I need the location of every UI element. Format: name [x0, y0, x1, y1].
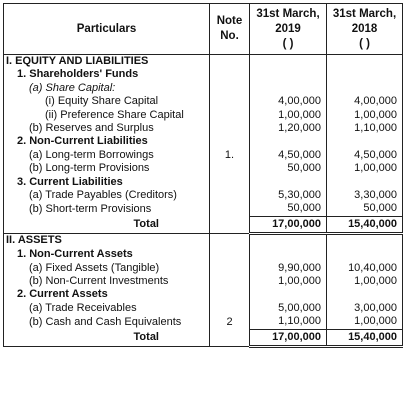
row-value-2019 — [250, 233, 327, 248]
total-row — [4, 329, 403, 346]
table-row — [4, 262, 403, 275]
row-label: 2. Current Assets — [4, 288, 210, 301]
row-value-2018: 1,00,000 — [327, 162, 403, 175]
table-row — [4, 82, 403, 95]
row-value-2018 — [327, 68, 403, 81]
row-value-2019 — [250, 68, 327, 81]
row-value-2018: 1,00,000 — [327, 275, 403, 288]
row-label: 1. Shareholders' Funds — [4, 68, 210, 81]
table-row — [4, 288, 403, 301]
row-label: (a) Fixed Assets (Tangible) — [4, 262, 210, 275]
table-row — [4, 55, 403, 69]
unit-2019: ( ) — [282, 37, 294, 50]
row-note: 2 — [210, 315, 250, 329]
unit-2018: ( ) — [359, 37, 370, 50]
row-note — [210, 68, 250, 81]
row-label: (a) Trade Receivables — [4, 302, 210, 315]
row-value-2019: 50,000 — [250, 202, 327, 216]
row-value-2018 — [327, 288, 403, 301]
row-value-2019 — [250, 55, 327, 69]
row-label: (i) Equity Share Capital — [4, 95, 210, 108]
row-note — [210, 162, 250, 175]
total-row — [4, 216, 403, 233]
row-note — [210, 135, 250, 148]
row-value-2019 — [250, 248, 327, 261]
row-note — [210, 248, 250, 261]
row-value-2018 — [327, 135, 403, 148]
table-row — [4, 176, 403, 189]
table-row — [4, 233, 403, 248]
row-value-2019 — [250, 288, 327, 301]
row-label: 3. Current Liabilities — [4, 176, 210, 189]
row-note — [210, 176, 250, 189]
row-note — [210, 55, 250, 69]
row-note — [210, 233, 250, 248]
row-value-2019: 9,90,000 — [250, 262, 327, 275]
row-label: (b) Non-Current Investments — [4, 275, 210, 288]
row-label: 2. Non-Current Liabilities — [4, 135, 210, 148]
row-value-2019: 4,50,000 — [250, 149, 327, 162]
row-value-2018 — [327, 176, 403, 189]
row-value-2019 — [250, 82, 327, 95]
table-row — [4, 109, 403, 122]
row-label: I. EQUITY AND LIABILITIES — [4, 55, 210, 69]
row-value-2018: 3,00,000 — [327, 302, 403, 315]
table-row — [4, 189, 403, 202]
row-value-2018: 10,40,000 — [327, 262, 403, 275]
table-row — [4, 202, 403, 216]
row-note — [210, 189, 250, 202]
row-value-2019: 5,00,000 — [250, 302, 327, 315]
row-value-2019 — [250, 135, 327, 148]
row-label: II. ASSETS — [4, 233, 210, 248]
header-row — [4, 4, 403, 55]
row-note: 1. — [210, 149, 250, 162]
table-row — [4, 302, 403, 315]
row-label: (b) Reserves and Surplus — [4, 122, 210, 135]
year-2018-header: 31st March, 2018 ( ) — [327, 4, 403, 55]
row-value-2018 — [327, 55, 403, 69]
row-note — [210, 109, 250, 122]
table-row — [4, 68, 403, 81]
row-value-2018 — [327, 248, 403, 261]
row-value-2018: 4,00,000 — [327, 95, 403, 108]
row-value-2018 — [327, 233, 403, 248]
table-row — [4, 122, 403, 135]
row-label: (a) Share Capital: — [4, 82, 210, 95]
row-value-2019: 50,000 — [250, 162, 327, 175]
row-note — [210, 288, 250, 301]
row-note — [210, 82, 250, 95]
total-value-2019: 17,00,000 — [250, 329, 327, 346]
row-note — [210, 329, 250, 346]
row-value-2019: 5,30,000 — [250, 189, 327, 202]
note-header: Note No. — [210, 4, 250, 55]
row-note — [210, 122, 250, 135]
row-label: (a) Trade Payables (Creditors) — [4, 189, 210, 202]
row-value-2019: 1,00,000 — [250, 275, 327, 288]
row-note — [210, 275, 250, 288]
total-label: Total — [4, 329, 210, 346]
row-value-2019 — [250, 176, 327, 189]
row-value-2019: 1,10,000 — [250, 315, 327, 329]
row-label: (a) Long-term Borrowings — [4, 149, 210, 162]
row-value-2018: 1,00,000 — [327, 109, 403, 122]
table-row — [4, 95, 403, 108]
row-note — [210, 202, 250, 216]
row-note — [210, 95, 250, 108]
row-label: (b) Short-term Provisions — [4, 202, 210, 216]
table-row — [4, 149, 403, 162]
row-value-2019: 1,00,000 — [250, 109, 327, 122]
row-note — [210, 216, 250, 233]
total-value-2018: 15,40,000 — [327, 329, 403, 346]
row-label: 1. Non-Current Assets — [4, 248, 210, 261]
table-row — [4, 162, 403, 175]
table-row — [4, 248, 403, 261]
row-note — [210, 302, 250, 315]
row-note — [210, 262, 250, 275]
row-value-2018: 1,00,000 — [327, 315, 403, 329]
row-value-2018: 50,000 — [327, 202, 403, 216]
total-value-2019: 17,00,000 — [250, 216, 327, 233]
total-label: Total — [4, 216, 210, 233]
row-value-2018: 4,50,000 — [327, 149, 403, 162]
row-label: (b) Long-term Provisions — [4, 162, 210, 175]
total-value-2018: 15,40,000 — [327, 216, 403, 233]
year-2019-header: 31st March, 2019 ( ) — [250, 4, 327, 55]
row-label: (ii) Preference Share Capital — [4, 109, 210, 122]
table-row — [4, 275, 403, 288]
balance-sheet — [3, 3, 402, 395]
table-row — [4, 315, 403, 329]
row-value-2018: 3,30,000 — [327, 189, 403, 202]
row-value-2019: 4,00,000 — [250, 95, 327, 108]
balance-sheet-table — [3, 3, 403, 348]
table-row — [4, 135, 403, 148]
row-value-2019: 1,20,000 — [250, 122, 327, 135]
particulars-header: Particulars — [4, 4, 210, 55]
row-label: (b) Cash and Cash Equivalents — [4, 315, 210, 329]
row-value-2018: 1,10,000 — [327, 122, 403, 135]
row-value-2018 — [327, 82, 403, 95]
